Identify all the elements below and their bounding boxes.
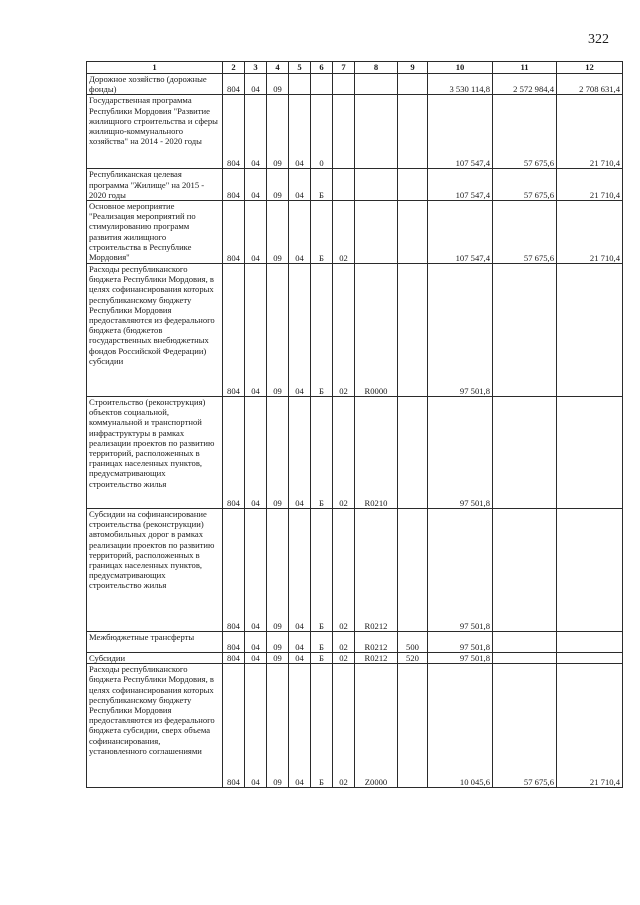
code-cell: Б — [311, 397, 333, 509]
expense-name-cell: Межбюджетные трансферты — [87, 632, 223, 653]
code-cell: 04 — [245, 397, 267, 509]
code-cell — [355, 201, 398, 264]
code-cell — [333, 169, 355, 201]
amount-cell: 2 572 984,4 — [493, 74, 557, 95]
code-cell: 09 — [267, 169, 289, 201]
code-cell: 02 — [333, 264, 355, 397]
code-cell: 04 — [289, 169, 311, 201]
amount-cell: 57 675,6 — [493, 664, 557, 788]
code-cell: 09 — [267, 632, 289, 653]
code-cell: 04 — [289, 653, 311, 664]
amount-cell: 2 708 631,4 — [557, 74, 623, 95]
code-cell: 04 — [289, 664, 311, 788]
expense-name-cell: Расходы республиканского бюджета Республики Мордовия, в целях софинансирования которых республиканскому бюджету Республики Мордовия предоставляются из федерального бюджета (бюджетов государственных внебюджетных фондов Российской Федерации) субсидии — [87, 264, 223, 397]
code-cell: 04 — [289, 95, 311, 169]
table-row — [87, 509, 623, 632]
amount-cell — [493, 632, 557, 653]
code-cell: R0212 — [355, 653, 398, 664]
code-cell: R0210 — [355, 397, 398, 509]
amount-cell — [493, 264, 557, 397]
code-cell: 804 — [223, 397, 245, 509]
table-row — [87, 397, 623, 509]
code-cell: R0212 — [355, 632, 398, 653]
code-cell — [355, 95, 398, 169]
amount-cell: 107 547,4 — [428, 169, 493, 201]
amount-cell — [493, 397, 557, 509]
table-row — [87, 169, 623, 201]
column-header: 6 — [311, 62, 333, 74]
code-cell: 09 — [267, 664, 289, 788]
code-cell — [398, 264, 428, 397]
code-cell: 04 — [289, 632, 311, 653]
code-cell: 04 — [245, 632, 267, 653]
column-header: 8 — [355, 62, 398, 74]
amount-cell — [557, 264, 623, 397]
amount-cell — [557, 632, 623, 653]
code-cell: 804 — [223, 632, 245, 653]
code-cell: 804 — [223, 264, 245, 397]
amount-cell: 21 710,4 — [557, 169, 623, 201]
code-cell: Б — [311, 169, 333, 201]
amount-cell: 10 045,6 — [428, 664, 493, 788]
code-cell: 804 — [223, 169, 245, 201]
expense-name-cell: Дорожное хозяйство (дорожные фонды) — [87, 74, 223, 95]
amount-cell: 57 675,6 — [493, 169, 557, 201]
column-header: 9 — [398, 62, 428, 74]
expense-name-cell: Расходы республиканского бюджета Республики Мордовия, в целях софинансирования которых республиканскому бюджету Республики Мордовия предоставляются из федерального бюджета субсидии, сверх объема софинансирования, установленного соглашениями — [87, 664, 223, 788]
table-row — [87, 74, 623, 95]
code-cell: 02 — [333, 201, 355, 264]
code-cell: 804 — [223, 664, 245, 788]
code-cell: 500 — [398, 632, 428, 653]
code-cell: 04 — [289, 509, 311, 632]
code-cell — [398, 509, 428, 632]
code-cell: 09 — [267, 201, 289, 264]
code-cell: 04 — [245, 653, 267, 664]
code-cell — [398, 664, 428, 788]
column-header: 4 — [267, 62, 289, 74]
amount-cell: 107 547,4 — [428, 95, 493, 169]
code-cell — [333, 95, 355, 169]
expense-name-cell: Основное мероприятие "Реализация мероприятий по стимулированию программ развития жилищного строительства в Республике Мордовия" — [87, 201, 223, 264]
code-cell: 09 — [267, 95, 289, 169]
amount-cell: 97 501,8 — [428, 653, 493, 664]
code-cell — [398, 169, 428, 201]
code-cell: 804 — [223, 201, 245, 264]
code-cell — [355, 169, 398, 201]
amount-cell: 97 501,8 — [428, 397, 493, 509]
code-cell: Б — [311, 664, 333, 788]
amount-cell: 107 547,4 — [428, 201, 493, 264]
column-header: 10 — [428, 62, 493, 74]
amount-cell — [557, 397, 623, 509]
code-cell — [311, 74, 333, 95]
code-cell: 04 — [289, 264, 311, 397]
amount-cell — [493, 509, 557, 632]
amount-cell: 21 710,4 — [557, 201, 623, 264]
code-cell: Б — [311, 653, 333, 664]
amount-cell — [557, 509, 623, 632]
code-cell: 520 — [398, 653, 428, 664]
code-cell: 09 — [267, 264, 289, 397]
amount-cell — [493, 653, 557, 664]
code-cell: Б — [311, 632, 333, 653]
table-row — [87, 653, 623, 664]
code-cell: 02 — [333, 664, 355, 788]
code-cell: 04 — [245, 95, 267, 169]
amount-cell — [557, 653, 623, 664]
code-cell: 02 — [333, 632, 355, 653]
table-row — [87, 201, 623, 264]
amount-cell: 3 530 114,8 — [428, 74, 493, 95]
code-cell: R0212 — [355, 509, 398, 632]
expense-name-cell: Субсидии на софинансирование строительства (реконструкции) автомобильных дорог в рамках реализации проектов по развитию территорий, расположенных в границах населенных пунктов, предусматривающих строительство жилья — [87, 509, 223, 632]
amount-cell: 97 501,8 — [428, 632, 493, 653]
code-cell: R0000 — [355, 264, 398, 397]
code-cell: 09 — [267, 509, 289, 632]
code-cell: 04 — [245, 509, 267, 632]
code-cell — [398, 397, 428, 509]
amount-cell: 21 710,4 — [557, 664, 623, 788]
code-cell: 804 — [223, 95, 245, 169]
code-cell: 09 — [267, 397, 289, 509]
amount-cell: 57 675,6 — [493, 201, 557, 264]
code-cell: 09 — [267, 74, 289, 95]
code-cell: 04 — [245, 201, 267, 264]
expense-name-cell: Республиканская целевая программа "Жилище" на 2015 - 2020 годы — [87, 169, 223, 201]
code-cell: 804 — [223, 653, 245, 664]
code-cell: 04 — [289, 397, 311, 509]
column-header: 5 — [289, 62, 311, 74]
code-cell: Б — [311, 201, 333, 264]
header-row — [87, 62, 623, 74]
column-header: 11 — [493, 62, 557, 74]
table-row — [87, 664, 623, 788]
code-cell: 804 — [223, 74, 245, 95]
amount-cell: 97 501,8 — [428, 264, 493, 397]
amount-cell: 97 501,8 — [428, 509, 493, 632]
code-cell: 04 — [245, 169, 267, 201]
amount-cell: 57 675,6 — [493, 95, 557, 169]
expense-name-cell: Субсидии — [87, 653, 223, 664]
code-cell: 04 — [245, 264, 267, 397]
amount-cell: 21 710,4 — [557, 95, 623, 169]
code-cell: 04 — [289, 201, 311, 264]
budget-table — [86, 61, 623, 788]
code-cell — [355, 74, 398, 95]
column-header: 1 — [87, 62, 223, 74]
column-header: 7 — [333, 62, 355, 74]
column-header: 12 — [557, 62, 623, 74]
code-cell: 04 — [245, 74, 267, 95]
code-cell: 02 — [333, 653, 355, 664]
table-row — [87, 632, 623, 653]
column-header: 2 — [223, 62, 245, 74]
code-cell — [398, 95, 428, 169]
code-cell — [333, 74, 355, 95]
code-cell — [289, 74, 311, 95]
code-cell: 09 — [267, 653, 289, 664]
expense-name-cell: Государственная программа Республики Мордовия "Развитие жилищного строительства и сферы жилищно-коммунального хозяйства" на 2014 - 2020 годы — [87, 95, 223, 169]
column-header: 3 — [245, 62, 267, 74]
table-row — [87, 95, 623, 169]
code-cell: 02 — [333, 397, 355, 509]
code-cell: Z0000 — [355, 664, 398, 788]
code-cell: 04 — [245, 664, 267, 788]
code-cell — [398, 74, 428, 95]
code-cell — [398, 201, 428, 264]
expense-name-cell: Строительство (реконструкция) объектов социальной, коммунальной и транспортной инфраструктуры в рамках реализации проектов по развитию территорий, расположенных в границах населенных пунктов, предусматривающих строительство жилья — [87, 397, 223, 509]
page-number: 322 — [588, 32, 609, 47]
code-cell: 02 — [333, 509, 355, 632]
code-cell: 804 — [223, 509, 245, 632]
code-cell: 0 — [311, 95, 333, 169]
table-row — [87, 264, 623, 397]
code-cell: Б — [311, 509, 333, 632]
code-cell: Б — [311, 264, 333, 397]
